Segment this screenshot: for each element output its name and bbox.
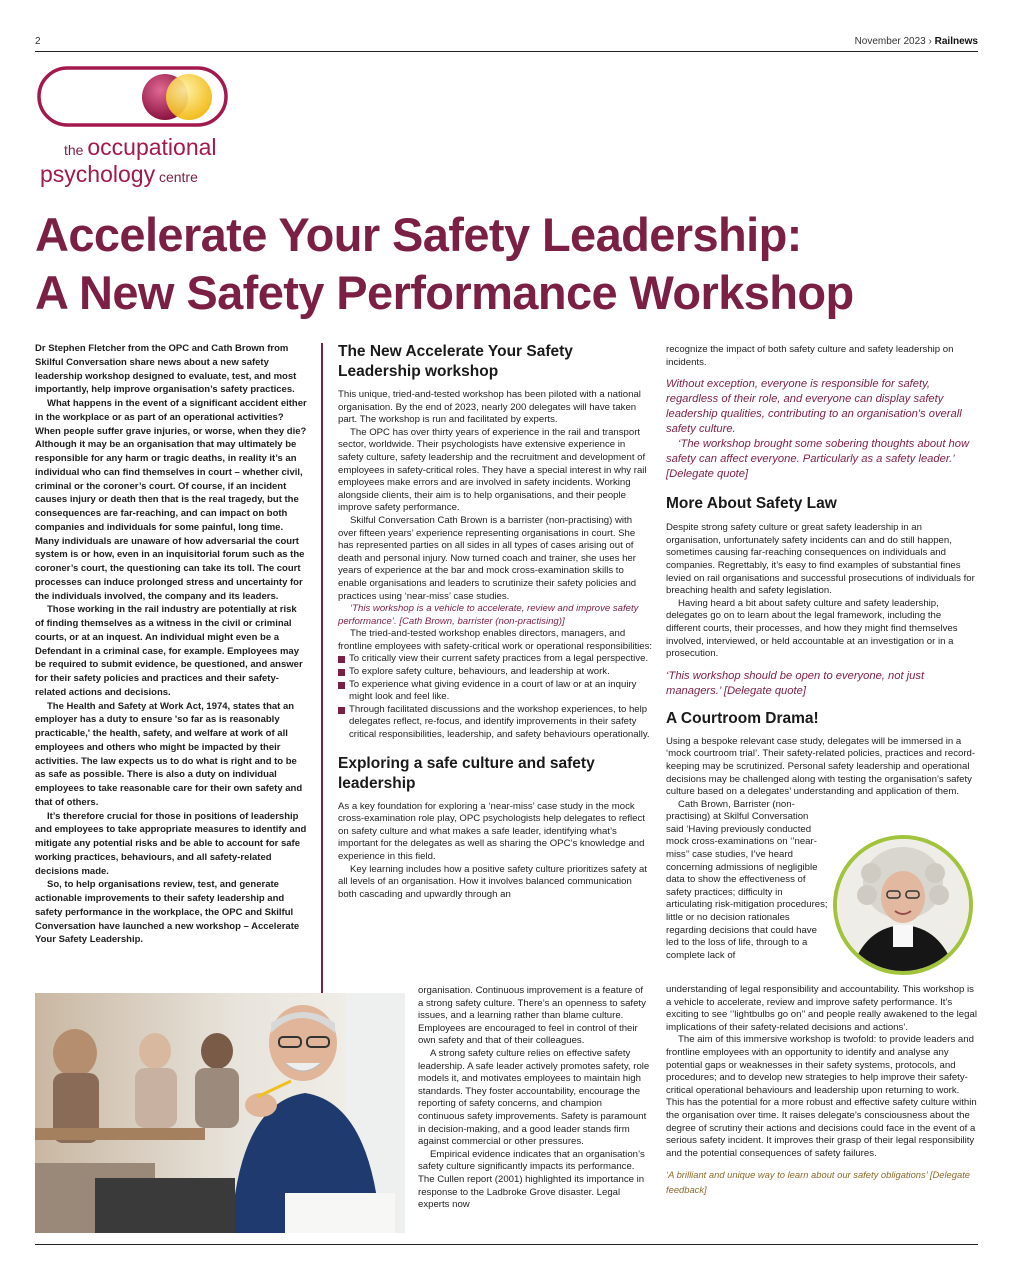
pull-quote: Without exception, everyone is responsible for safety, regardless of their role, and everyone can display safety leadership qualities, contributing to an organisation's overall safety culture. (666, 378, 962, 436)
body-paragraph: Having heard a bit about safety culture and safety leadership, delegates go on to learn about the legal framework, including the different courts, their processes, and how they might find themselves involved, interviewed, or held accountable at an investigation or in a prosecution. (666, 597, 958, 660)
section-heading: The New Accelerate Your Safety Leadership workshop (338, 343, 573, 380)
issue-separator: › (928, 36, 932, 47)
body-paragraph: A strong safety culture relies on effective safety leadership. A safe leader actively promotes safety, role models it, and motivates employees to maintain high standards. They foster accountability, encourage the reporting of safety concerns, and champion continuous safety improvements. Safety is paramount in decision-making, and a good leader stands firm against commercial or other pressures. (418, 1047, 650, 1148)
body-paragraph: The Health and Safety at Work Act, 1974, states that an employer has a duty to ensure 'so far as is reasonably practicable,' the health, safety, and welfare at work of all employees and others who might be impacted by their activities. The law expects us to do what is right and to be as safe as possible. There is also a duty on individual employees to take reasonable care for their own safety and that of others. (35, 700, 303, 808)
body-paragraph: Those working in the rail industry are potentially at risk of finding themselves as a witness in the civil or criminal courts, or at an inquest. An individual might even be a Defendant in a criminal case, for example. Employees may be required to submit evidence, be questioned, and answer for their safety policies and practices and their safety-related actions and decisions. (35, 604, 303, 698)
column-3-continued (666, 984, 978, 1197)
body-paragraph: organisation. Continuous improvement is a feature of a strong safety culture. There’s an openness to safety issues, and a learning rather than blame culture. Employees are encouraged to feel in control of their own safety and that of their colleagues. (418, 985, 646, 1047)
body-paragraph: As a key foundation for exploring a ‘near-miss’ case study in the mock cross-examination role play, OPC psychologists help delegates to reflect on safety culture and what makes a safe leader, identifying what’s important for the delegates as well as sharing the OPC’s knowledge and experience in this field. (338, 800, 645, 862)
body-paragraph: Cath Brown, Barrister (non-practising) at Skilful Conversation said ‘Having previously conducted mock cross-examinations on ‘’near-miss’’ case studies, I’ve heard concerning admissions of negligible data to show the effectiveness of safety practices; difficulty in articulating risk-mitigation procedures; little or no decision rationales regarding decisions that could have led to the loss of life, through to a complete lack of (666, 798, 828, 961)
column-2 (338, 342, 653, 901)
body-paragraph: recognize the impact of both safety culture and safety leadership on incidents. (666, 344, 954, 368)
header-rule (35, 51, 978, 52)
opc-logo (37, 66, 237, 186)
logo-line-2: psychology centre (40, 161, 198, 187)
delegate-quote: ‘This workshop should be open to everyone, not just managers.’ [Delegate quote] (666, 669, 925, 697)
smiling-man-photo-icon (35, 993, 405, 1233)
issue-header (855, 36, 978, 47)
section-heading: More About Safety Law (666, 495, 837, 513)
logo-pill-icon (37, 66, 229, 128)
intro-paragraph: Dr Stephen Fletcher from the OPC and Cath Brown from Skilful Conversation share news about a new safety leadership workshop designed to evaluate, test, and most importantly, help improve organisation’s safety practices. (35, 343, 297, 396)
barrister-portrait-icon (837, 839, 969, 971)
column-1 (35, 342, 307, 947)
title-line-2: A New Safety Performance Workshop (35, 266, 854, 319)
cath-quote: ‘This workshop is a vehicle to accelerate, review and improve safety performance’. [Cath Brown, barrister (non-practising)] (338, 603, 639, 627)
list-item: To explore safety culture, behaviours, and leadership at work. (338, 666, 653, 679)
list-item: To experience what giving evidence in a court of law or at an inquiry might look and feel like. (338, 679, 653, 704)
body-paragraph: Empirical evidence indicates that an organisation’s safety culture significantly impacts its performance. The Cullen report (2001) highlighted its importance in response to the Ladbroke Grove disaster. Legal experts now (418, 1148, 645, 1211)
workshop-photo (35, 993, 405, 1233)
section-heading: Exploring a safe culture and safety leadership (338, 754, 595, 792)
list-item: Through facilitated discussions and the workshop experiences, to help delegates reflect, re-focus, and identify improvements in their safety critical responsibilities, leadership, and safety behaviours operationally. (338, 704, 653, 742)
article-title (35, 206, 985, 322)
objectives-list (338, 653, 653, 741)
body-paragraph: The tried-and-tested workshop enables directors, managers, and frontline employees with safety-critical work or operational responsibilities: (338, 628, 653, 652)
cath-brown-portrait (833, 835, 973, 975)
delegate-quote: ‘The workshop brought some sobering thoughts about how safety can affect everyone. Particularly as a safety leader.’ [Delegate quote] (666, 438, 970, 481)
body-paragraph: Despite strong safety culture or great safety leadership in an organisation, unfortunately safety incidents can and do still happen, sometimes causing far-reaching consequences on individuals and companies. Regrettably, it’s easy to find examples of substantial fines levied on rail organisations and successful prosecutions of individuals for breaching health and safety legislation. (666, 522, 975, 597)
body-paragraph: Using a bespoke relevant case study, delegates will be immersed in a ‘mock courtroom trial’. Their safety-related policies, practices and record-keeping may be scrutinized. Personal safety leadership and operational decisions may be challenged along with testing the organisation’s safety culture based on a delegates’ understanding and application of them. (666, 735, 976, 798)
body-paragraph: The OPC has over thirty years of experience in the rail and transport sector, worldwide. Their psychologists have extensive experience in safety culture, safety leadership and the recruitment and development of employees in safety-critical roles. They have a special interest in why rail employees make errors and are involved in safety incidents. Working alongside clients, their aim is to help organisations, and their people improve safety performance. (338, 426, 647, 514)
body-paragraph: Key learning includes how a positive safety culture prioritizes safety at all levels of an organisation. How it involves balanced communication both cascading and upwardly through an (338, 863, 648, 900)
body-paragraph: It’s therefore crucial for those in positions of leadership and employees to take appropriate measures to identify and mitigate any potential risks and be able to account for safe working practices, behaviours, and all safety-related decisions made. (35, 810, 307, 877)
list-item: To critically view their current safety practices from a legal perspective. (338, 653, 653, 666)
body-paragraph: What happens in the event of a significant accident either in the workplace or as part of an operational activities? When people suffer grave injuries, or worse, when they die? Although it may be an organisation that may ultimately be responsible for any harm or tragic deaths, in reality it’s an individual who can find themselves in court – whether civil, criminal or the coroner’s court. Of course, if an incident causes injury or death then that is the real tragedy, but the consequences are far-reaching, and can impact on both companies and individuals for some painful, long time. Many individuals are unaware of how adversarial the court system is or how, even in an inquisitorial forum such as the coroner’s court, the questioning can take its toll. The court processes can induce prolonged stress and uncertainty for the individuals involved, the company and its leaders. (35, 398, 307, 602)
logo-line-1: the occupational (64, 134, 217, 160)
column-2-continued (418, 985, 651, 1212)
delegate-feedback: ‘A brilliant and unique way to learn about our safety obligations’ [Delegate feedback] (666, 1169, 971, 1195)
section-heading: A Courtroom Drama! (666, 709, 819, 727)
title-line-1: Accelerate Your Safety Leadership: (35, 208, 802, 261)
page-number: 2 (35, 36, 41, 47)
column-divider (321, 343, 323, 1003)
publication-name: Railnews (934, 36, 978, 47)
body-paragraph: understanding of legal responsibility and accountability. This workshop is a vehicle to accelerate, review and improve safety performance. It’s exciting to see ‘’lightbulbs go on’’ and people really awakened to the legal implications of their safety-related decisions and actions’. (666, 984, 977, 1033)
body-paragraph: This unique, tried-and-tested workshop has been piloted with a national organisation. By the end of 2023, nearly 200 delegates will have taken part. The workshop is run and facilitated by experts. (338, 389, 641, 426)
body-paragraph: Skilful Conversation Cath Brown is a barrister (non-practising) with over fifteen years’ experience representing organisations in court. She has represented parties on all sides in all types of cases arising out of death and personal injury. Now turned coach and trainer, she uses her years of experience at the bar and mock cross-examination skills to enable organisations and leaders to scrutinize their safety policies and practices using ‘near-miss’ case studies. (338, 514, 637, 602)
body-paragraph: The aim of this immersive workshop is twofold: to provide leaders and frontline employees with an opportunity to identify and analyse any potential gaps or weaknesses in their safety systems, protocols, and procedures; and to develop new strategies to help improve their safety-critical operational behaviours and leadership upon returning to work. This has the potential for a more robust and effective safety culture within the organisation over time. It raises delegate’s consciousness about the degree of scrutiny their actions and decisions could face in the event of a serious safety incident. It improves their grasp of their legal responsibility and the potential consequences of safety failures. (666, 1034, 977, 1159)
issue-date: November 2023 (854, 36, 926, 47)
body-paragraph: So, to help organisations review, test, and generate actionable improvements to their safety leadership and safety performance in the workplace, the OPC and Skilful Conversation have launched a new workshop – Accelerate Your Safety Leadership. (35, 879, 300, 946)
footer-rule (35, 1244, 978, 1245)
